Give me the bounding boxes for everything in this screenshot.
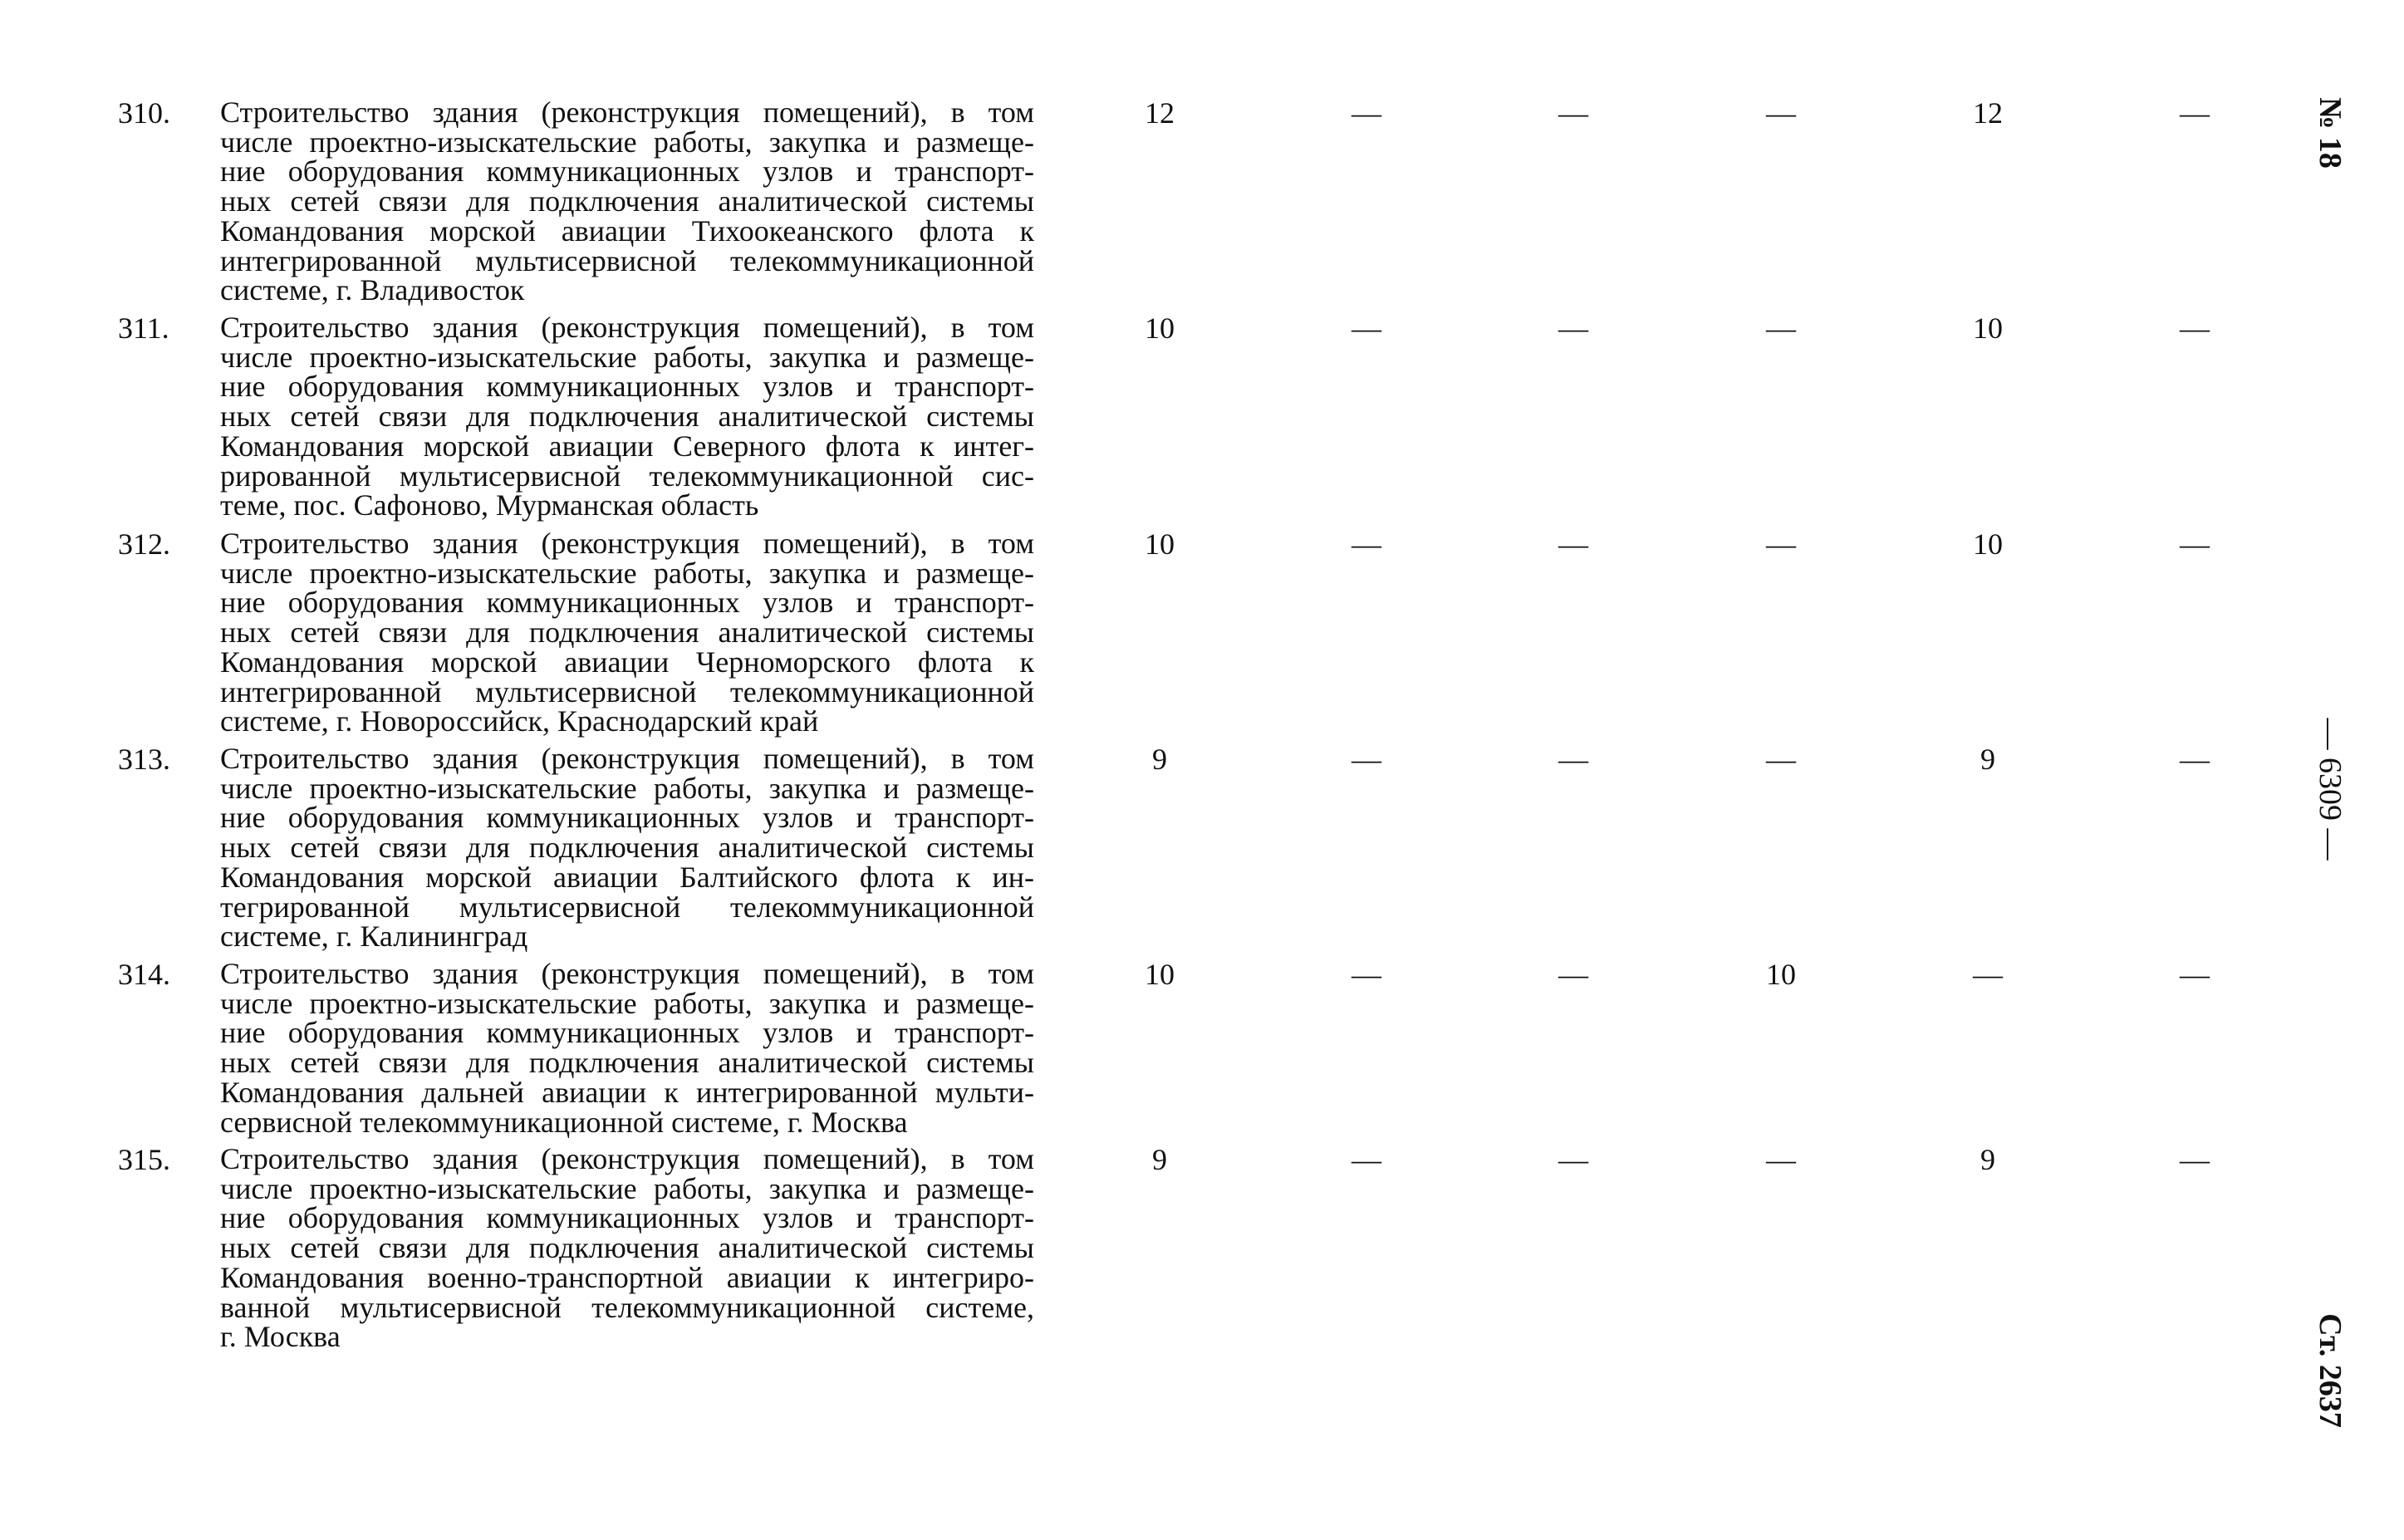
article-number-label: Ст. 2637 (2313, 1313, 2348, 1428)
description-line: тегрированной мультисервисной телекоммуникационной (220, 890, 1034, 924)
description-line: числе проектно-изыскательские работы, закупка и размеще- (220, 1171, 1034, 1205)
description-line: г. Москва (220, 1320, 341, 1354)
description-line: ных сетей связи для подключения аналитической системы (220, 1231, 1034, 1265)
description-line: системе, г. Новороссийск, Краснодарский край (220, 704, 819, 738)
page-number-label: — 6309 — (2313, 718, 2348, 861)
value-cell: — (1352, 311, 1381, 345)
value-cell: 9 (1980, 743, 1995, 776)
description-line: Командования дальней авиации к интегрированной мульти- (220, 1075, 1034, 1109)
value-cell: — (2180, 1143, 2210, 1176)
value-cell: 9 (1980, 1143, 1995, 1176)
description-line: сервисной телекоммуникационной системе, г. Москва (220, 1105, 908, 1139)
description-line: Строительство здания (реконструкция помещений), в том (220, 957, 1034, 990)
value-cell-total: 10 (1145, 311, 1175, 345)
description-line: Командования морской авиации Черноморского флота к (220, 645, 1034, 679)
row-description (220, 529, 1034, 737)
description-line: теме, пос. Сафоново, Мурманская область (220, 488, 759, 522)
row-description (220, 744, 1034, 952)
value-cell: — (2180, 743, 2210, 776)
description-line: числе проектно-изыскательские работы, закупка и размеще- (220, 771, 1034, 805)
description-line: ние оборудования коммуникационных узлов и транспорт- (220, 154, 1034, 189)
description-line: рированной мультисервисной телекоммуникационной сис- (220, 459, 1034, 493)
value-cell: 10 (1766, 958, 1796, 991)
description-line: ние оборудования коммуникационных узлов и транспорт- (220, 801, 1034, 835)
value-cell: — (2180, 96, 2210, 130)
description-line: Строительство здания (реконструкция помещений), в том (220, 742, 1034, 775)
description-line: числе проектно-изыскательские работы, закупка и размеще- (220, 125, 1034, 159)
row-number: 314. (118, 958, 170, 991)
description-line: ванной мультисервисной телекоммуникационной системе, (220, 1290, 1034, 1324)
value-cell: — (1558, 96, 1588, 130)
row-number: 310. (118, 96, 170, 130)
description-line: Командования морской авиации Балтийского флота к ин- (220, 860, 1034, 894)
value-cell-total: 12 (1145, 96, 1175, 130)
value-cell: — (2180, 311, 2210, 345)
description-line: числе проектно-изыскательские работы, закупка и размеще- (220, 986, 1034, 1020)
row-number: 311. (118, 311, 169, 345)
issue-number-label: № 18 (2313, 97, 2348, 169)
value-cell: — (1352, 527, 1381, 561)
value-cell-total: 9 (1152, 1143, 1167, 1176)
description-line: ние оборудования коммуникационных узлов и транспорт- (220, 1016, 1034, 1050)
value-cell: — (1973, 958, 2003, 991)
description-line: Командования морской авиации Тихоокеанского флота к (220, 213, 1034, 248)
description-line: числе проектно-изыскательские работы, закупка и размеще- (220, 556, 1034, 590)
description-line: ных сетей связи для подключения аналитической системы (220, 616, 1034, 650)
row-number: 312. (118, 527, 170, 561)
value-cell: — (2180, 958, 2210, 991)
value-cell: — (1558, 311, 1588, 345)
value-cell: — (1352, 743, 1381, 776)
value-cell-total: 9 (1152, 743, 1167, 776)
description-line: числе проектно-изыскательские работы, закупка и размеще- (220, 340, 1034, 374)
value-cell-total: 10 (1145, 527, 1175, 561)
description-line: ных сетей связи для подключения аналитической системы (220, 1046, 1034, 1080)
row-description (220, 1142, 1034, 1354)
description-line: ных сетей связи для подключения аналитической системы (220, 184, 1034, 218)
value-cell: — (1766, 1143, 1796, 1176)
description-line: Строительство здания (реконструкция помещений), в том (220, 1142, 1034, 1175)
description-line: Командования военно-транспортной авиации к интегриро- (220, 1260, 1034, 1294)
value-cell: — (1558, 1143, 1588, 1176)
description-line: ние оборудования коммуникационных узлов и транспорт- (220, 1201, 1034, 1235)
value-cell: — (1766, 527, 1796, 561)
row-description (220, 959, 1034, 1137)
description-line: ных сетей связи для подключения аналитической системы (220, 831, 1034, 865)
row-description (220, 313, 1034, 521)
value-cell: — (1352, 96, 1381, 130)
row-number: 315. (118, 1143, 170, 1176)
description-line: системе, г. Владивосток (220, 273, 525, 307)
value-cell: — (1558, 958, 1588, 991)
description-line: ние оборудования коммуникационных узлов и транспорт- (220, 370, 1034, 404)
value-cell: — (1352, 958, 1381, 991)
value-cell: — (1766, 311, 1796, 345)
description-line: ние оборудования коммуникационных узлов и транспорт- (220, 586, 1034, 620)
description-line: системе, г. Калининград (220, 920, 528, 954)
value-cell: — (2180, 527, 2210, 561)
description-line: ных сетей связи для подключения аналитической системы (220, 400, 1034, 434)
value-cell: — (1558, 743, 1588, 776)
value-cell-total: 10 (1145, 958, 1175, 991)
description-line: Строительство здания (реконструкция помещений), в том (220, 96, 1034, 129)
value-cell: — (1352, 1143, 1381, 1176)
description-line: интегрированной мультисервисной телекоммуникационной (220, 243, 1034, 277)
value-cell: 12 (1973, 96, 2003, 130)
value-cell: — (1558, 527, 1588, 561)
description-line: интегрированной мультисервисной телекоммуникационной (220, 674, 1034, 709)
description-line: Командования морской авиации Северного флота к интег- (220, 429, 1034, 463)
row-number: 313. (118, 743, 170, 776)
description-line: Строительство здания (реконструкция помещений), в том (220, 527, 1034, 560)
value-cell: — (1766, 96, 1796, 130)
value-cell: 10 (1973, 311, 2003, 345)
value-cell: — (1766, 743, 1796, 776)
description-line: Строительство здания (реконструкция помещений), в том (220, 311, 1034, 344)
value-cell: 10 (1973, 527, 2003, 561)
row-description (220, 98, 1034, 306)
